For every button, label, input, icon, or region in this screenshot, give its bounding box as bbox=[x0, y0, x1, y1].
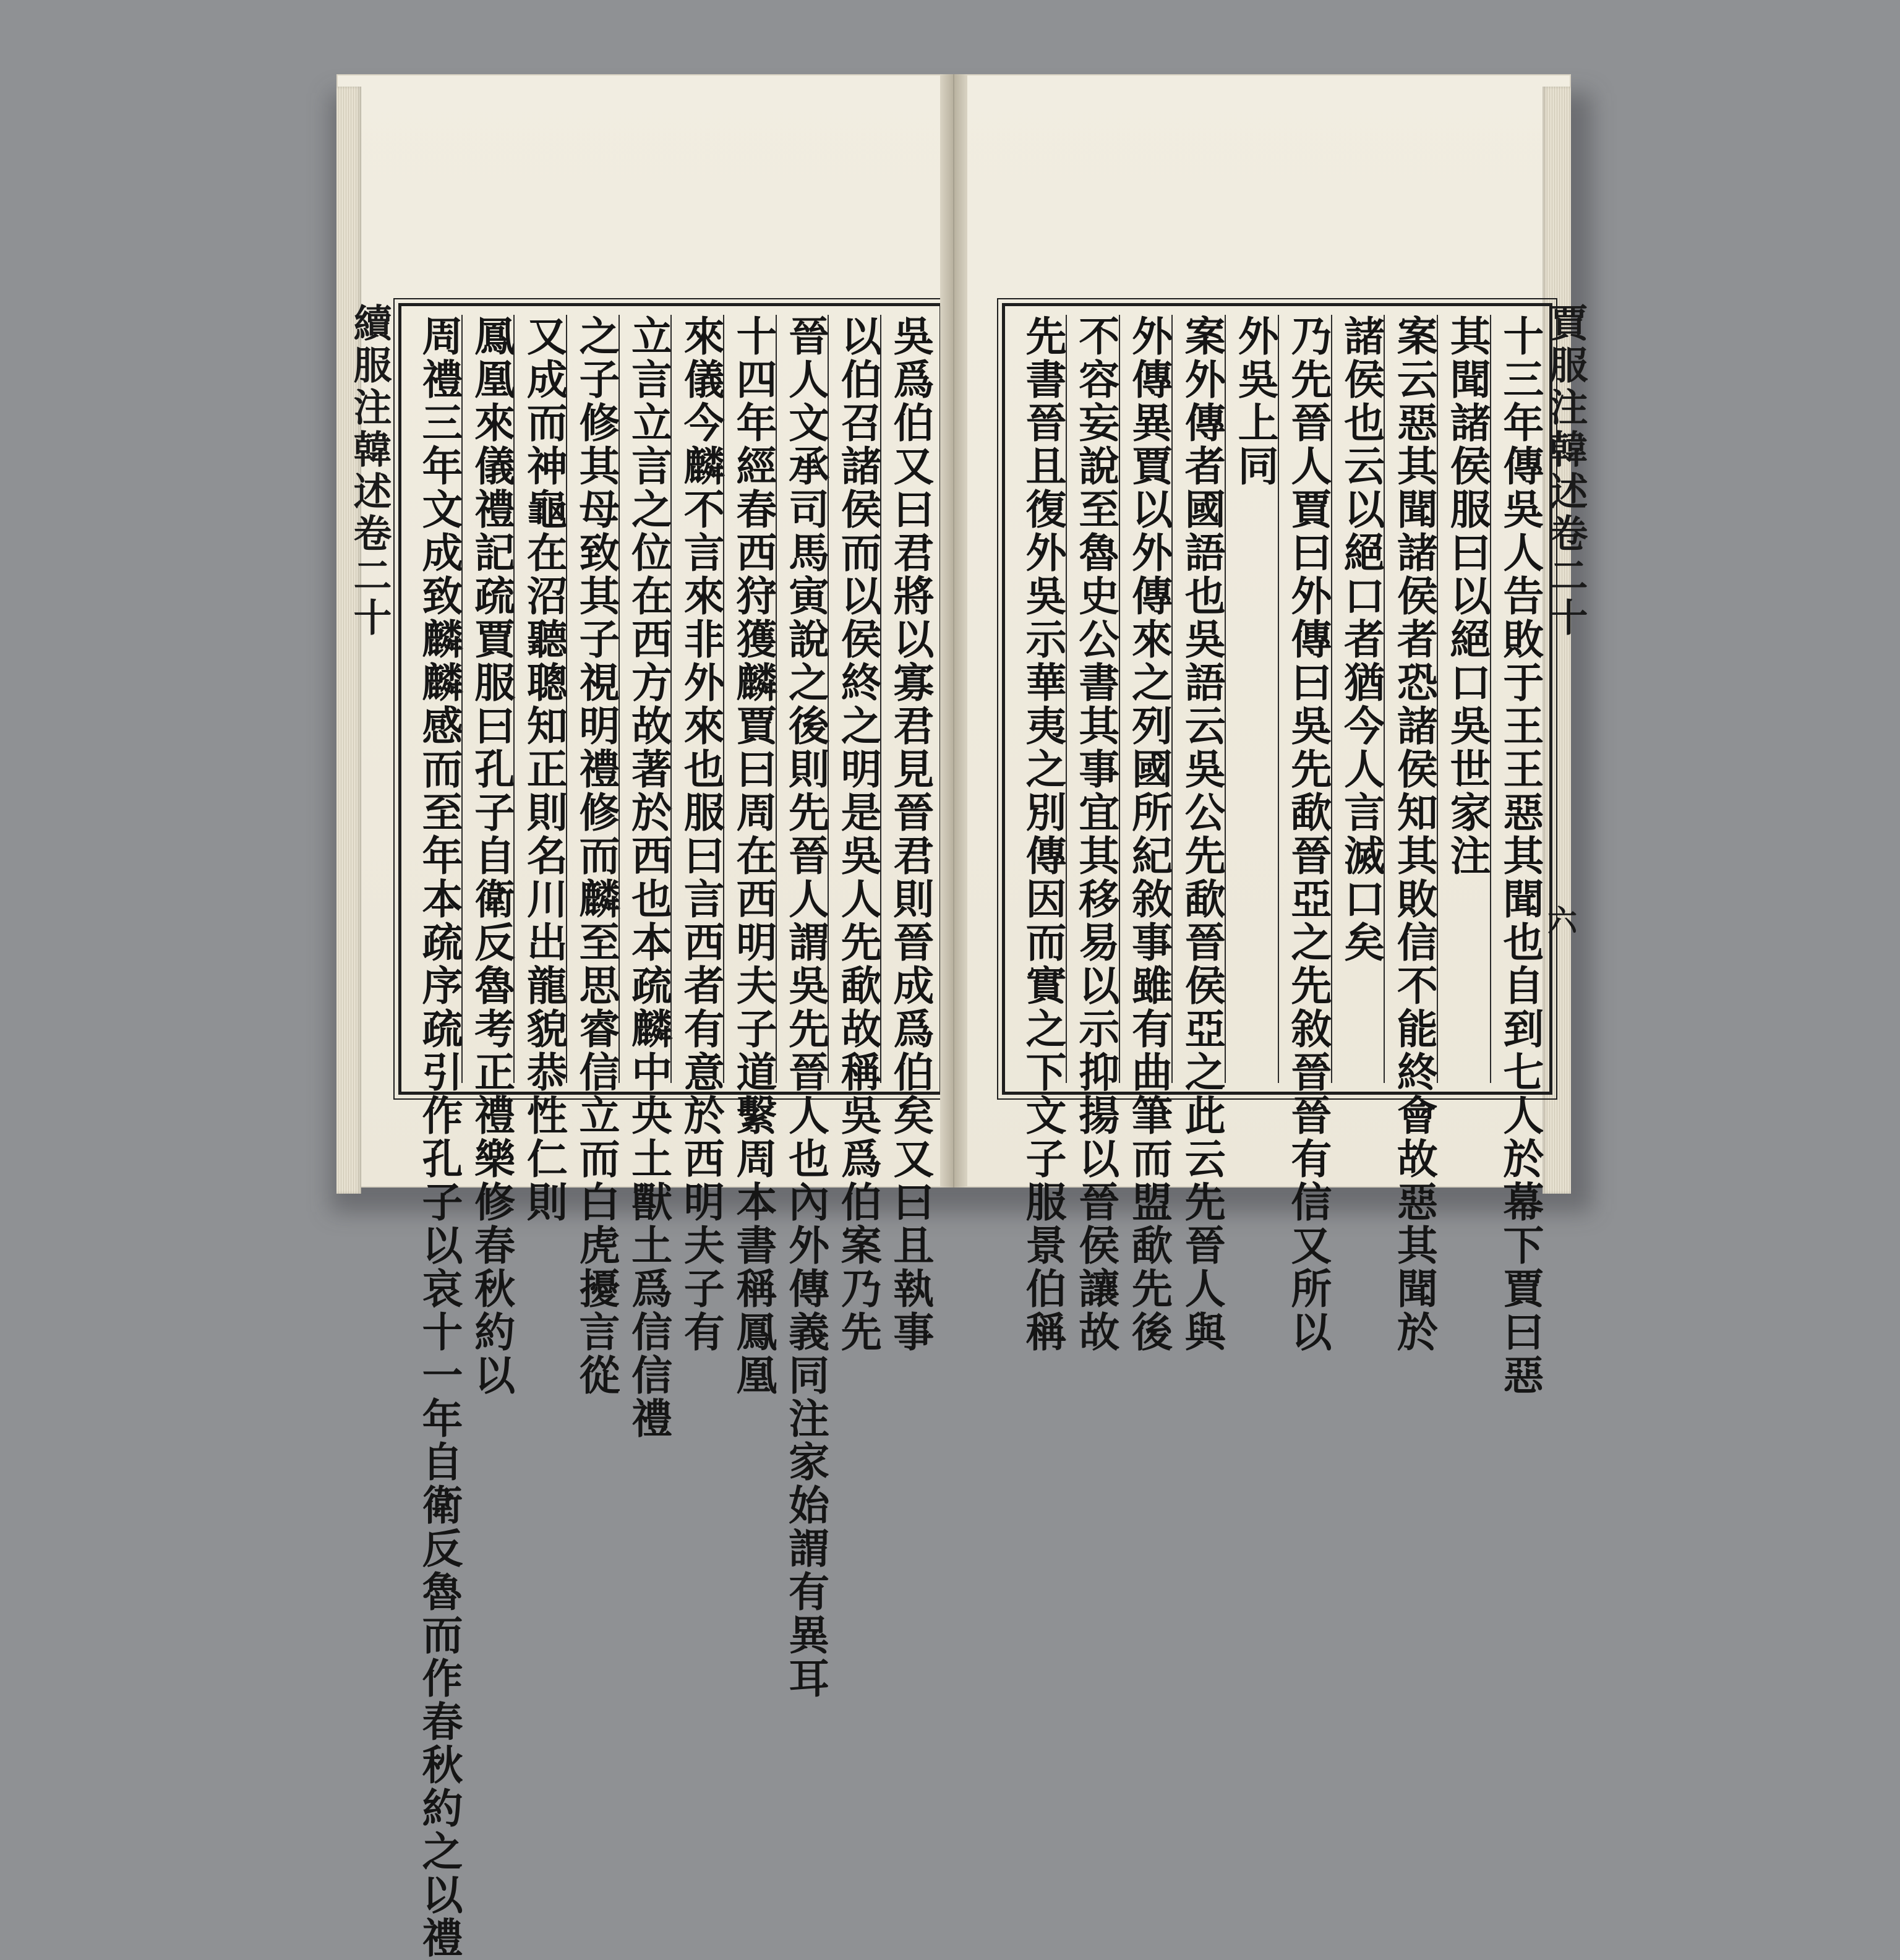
left-leaf bbox=[336, 74, 955, 1960]
right-page-column: 外傳異賈以外傳來之列國所紀敘事雖有曲筆而盟歃先後 bbox=[1119, 315, 1170, 1083]
left-page-column: 周禮三年文成致麟麟感而至年本疏序疏引作孔子以哀十一年自衛反魯而作春秋約之以禮 bbox=[415, 315, 463, 1960]
right-margin-title bbox=[1543, 303, 1593, 1089]
right-page-column: 其聞諸侯服曰以絕口吳世家注 bbox=[1437, 315, 1487, 1083]
left-page-column: 十四年經春西狩獲麟賈曰周在西明夫子道繫周本書稱鳳凰 bbox=[723, 315, 774, 1083]
right-page-column: 先書晉且復外吳示華夷之別傳因而實之下文子服景伯稱 bbox=[1019, 315, 1067, 1354]
right-page-column: 案云惡其聞諸侯者恐諸侯知其敗信不能終會故惡其聞於 bbox=[1384, 315, 1434, 1083]
left-page-column: 以伯召諸侯而以侯終之明是吳人先歃故稱吳爲伯案乃先 bbox=[828, 315, 878, 1083]
left-page-column: 又成而神龜在沼聽聰知正則名川出龍貌恭性仁則 bbox=[513, 315, 564, 1083]
right-page-column: 案外傳者國語也吳語云吳公先歃晉侯亞之此云先晉人與 bbox=[1171, 315, 1222, 1083]
left-page-column: 來儀今麟不言來非外來也服曰言西者有意於西明夫子有 bbox=[670, 315, 721, 1083]
left-columns bbox=[410, 315, 935, 1960]
right-page-column: 乃先晉人賈曰外傳曰吳先歃晉亞之先敘晉晉有信又所以 bbox=[1278, 315, 1329, 1083]
left-margin-title-text: 續服注韓述 bbox=[347, 303, 392, 513]
left-page-column: 吳爲伯又曰君將以寡君見晉君則晉成爲伯矣又曰且執事 bbox=[880, 315, 931, 1083]
right-page-column: 外吳上同 bbox=[1225, 315, 1275, 1083]
book-gutter bbox=[940, 74, 967, 1188]
right-leaf bbox=[952, 74, 1588, 1397]
right-volume-text: 卷二十 bbox=[1543, 513, 1588, 640]
open-book bbox=[322, 68, 1590, 1960]
left-volume-text: 卷二十 bbox=[347, 513, 392, 640]
left-margin-title bbox=[347, 303, 397, 1089]
left-page-column: 立言立言之位在西方故著於西也本疏麟中央土獸土爲信信禮 bbox=[618, 315, 669, 1083]
left-text-frame bbox=[398, 303, 943, 1960]
right-margin-title-text: 賈服注韓述 bbox=[1543, 303, 1588, 513]
right-text-frame bbox=[1002, 303, 1552, 1397]
left-page-column: 晉人文承司馬寅說之後則先晉人謂吳先晉人也內外傳義同注家始謂有異耳 bbox=[776, 315, 826, 1083]
right-page-column: 諸侯也云以絕口者猶今人言滅口矣 bbox=[1331, 315, 1382, 1083]
right-page-column: 十三年傳吳人告敗于王王惡其聞也自到七人於幕下賈曰惡 bbox=[1490, 315, 1541, 1083]
right-columns bbox=[1014, 315, 1544, 1397]
right-page-column: 不容妄說至魯史公書其事宜其移易以示抑揚以晉侯讓故 bbox=[1066, 315, 1116, 1083]
right-folio: 六 bbox=[1547, 904, 1578, 938]
left-page-column: 之子修其母致其子視明禮修而麟至思睿信立而白虎擾言從 bbox=[566, 315, 617, 1083]
left-page-column: 鳳凰來儀禮記疏賈服曰孔子自衛反魯考正禮樂修春秋約以 bbox=[461, 315, 512, 1083]
